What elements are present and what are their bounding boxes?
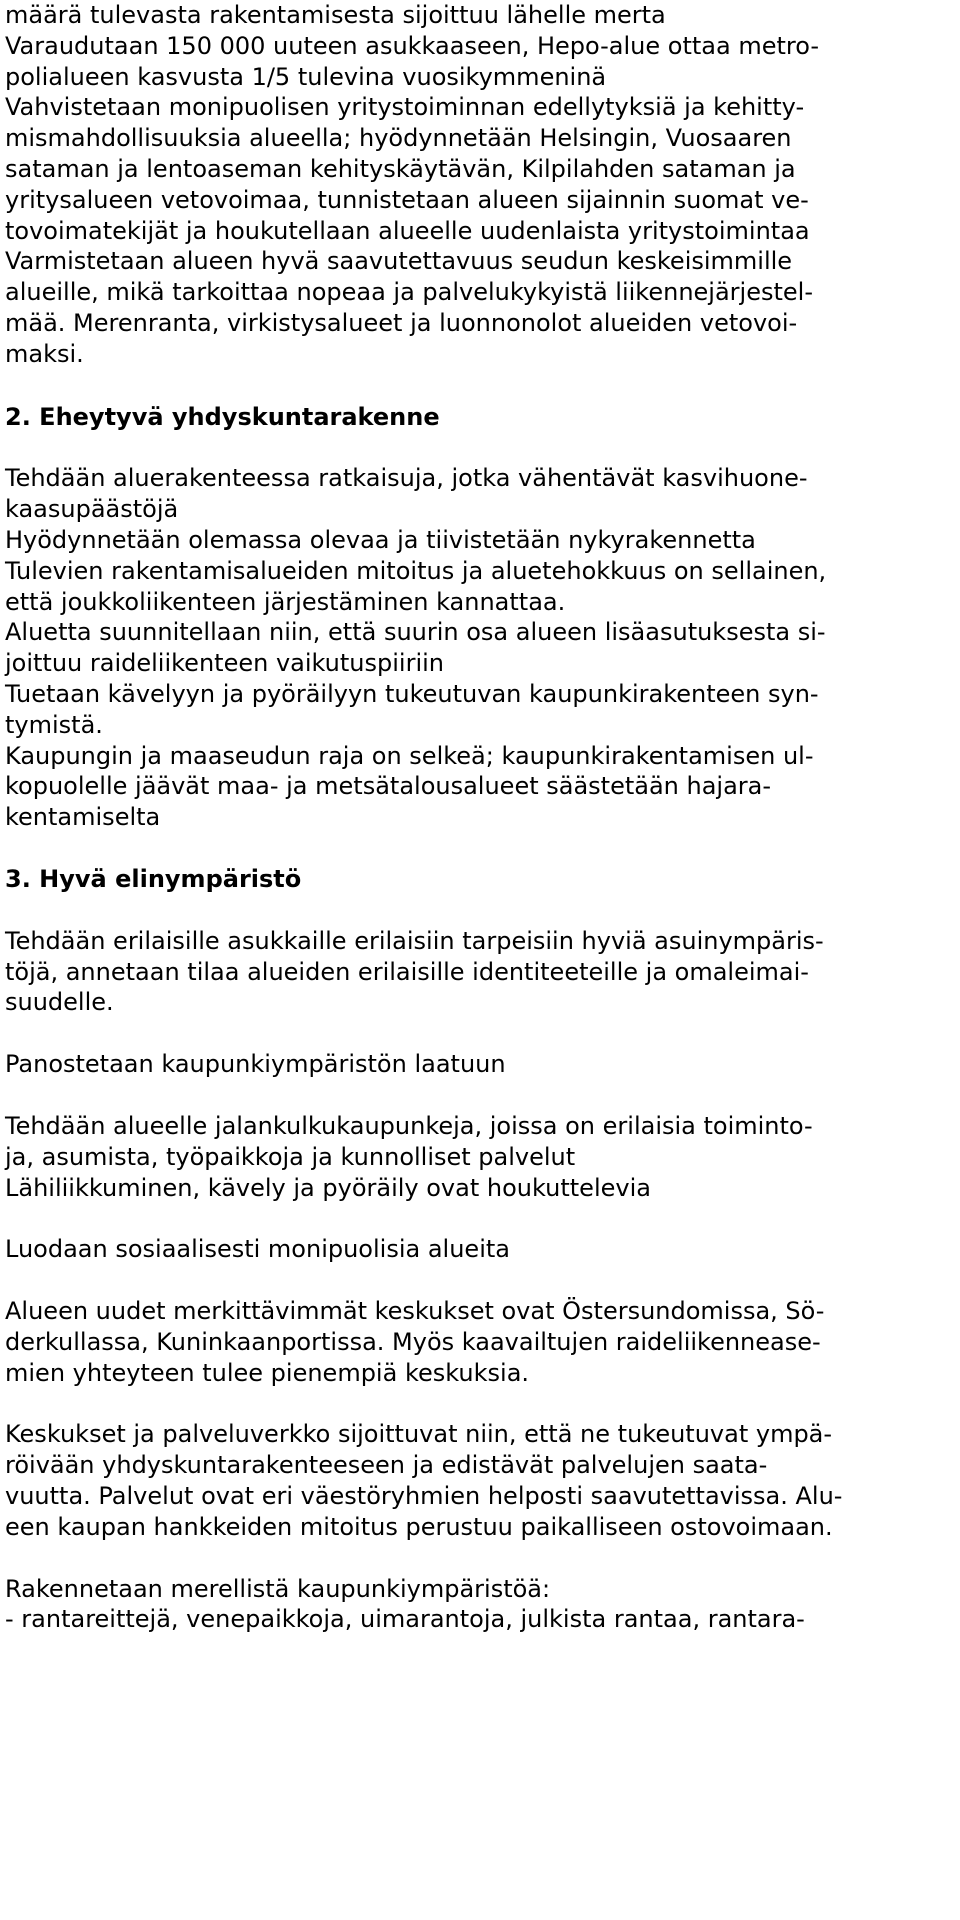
text-line: Tehdään alueelle jalankulkukaupunkeja, joissa on erilaisia toiminto- [5, 1111, 813, 1140]
text-line: ja, asumista, työpaikkoja ja kunnolliset palvelut [5, 1142, 576, 1171]
text-line: kaasupäästöjä [5, 495, 179, 524]
text-line: kentamiselta [5, 803, 161, 832]
paragraph [5, 1419, 955, 1542]
subheading: Luodaan sosiaalisesti monipuolisia alueita [5, 1235, 510, 1264]
document-page [5, 0, 955, 1635]
text-line: Rakennetaan merellistä kaupunkiympäristöä: [5, 1574, 551, 1603]
spacer [5, 1018, 955, 1049]
text-line: määrä tulevasta rakentamisesta sijoittuu lähelle merta [5, 1, 666, 29]
text-line: Aluetta suunnitellaan niin, että suurin osa alueen lisäasutuksesta si- [5, 618, 826, 647]
section-2 [5, 402, 955, 833]
text-line: Alueen uudet merkittävimmät keskukset ovat Östersundomissa, Sö- [5, 1297, 825, 1326]
spacer [5, 1543, 955, 1574]
text-line: mismahdollisuuksia alueella; hyödynnetään Helsingin, Vuosaaren [5, 124, 792, 153]
text-line: derkullassa, Kuninkaanportissa. Myös kaavailtujen raideliikennease- [5, 1327, 821, 1356]
paragraph [5, 1111, 955, 1203]
text-line: Tehdään erilaisille asukkaille erilaisiin tarpeisiin hyviä asuinympäris- [5, 926, 824, 955]
text-line: töjä, annetaan tilaa alueiden erilaisille identiteeteille ja omaleimai- [5, 957, 809, 986]
text-line: kopuolelle jäävät maa- ja metsätalousalueet säästetään hajara- [5, 772, 772, 801]
text-line: joittuu raideliikenteen vaikutuspiiriin [5, 649, 444, 678]
text-line: maksi. [5, 339, 84, 368]
section-heading: 3. Hyvä elinympäristö [5, 864, 302, 893]
text-line: Lähiliikkuminen, kävely ja pyöräily ovat houkuttelevia [5, 1173, 651, 1202]
text-line: että joukkoliikenteen järjestäminen kannattaa. [5, 587, 566, 616]
paragraph [5, 926, 955, 1018]
text-line: Varaudutaan 150 000 uuteen asukkaaseen, Hepo-alue ottaa metro- [5, 31, 819, 60]
text-line: Hyödynnetään olemassa olevaa ja tiivistetään nykyrakennetta [5, 525, 756, 554]
spacer [5, 370, 955, 402]
spacer [5, 1388, 955, 1419]
text-line: een kaupan hankkeiden mitoitus perustuu paikalliseen ostovoimaan. [5, 1512, 833, 1541]
text-line: mää. Merenranta, virkistysalueet ja luonnonolot alueiden vetovoi- [5, 308, 798, 337]
section-3 [5, 864, 955, 1635]
text-line: sataman ja lentoaseman kehityskäytävän, Kilpilahden sataman ja [5, 154, 796, 183]
text-line: vuutta. Palvelut ovat eri väestöryhmien helposti saavutettavissa. Alu- [5, 1482, 843, 1511]
spacer [5, 895, 955, 926]
intro-paragraph [5, 0, 955, 370]
text-line: Kaupungin ja maaseudun raja on selkeä; kaupunkirakentamisen ul- [5, 741, 814, 770]
text-line: alueille, mikä tarkoittaa nopeaa ja palvelukykyistä liikennejärjestel- [5, 278, 813, 307]
text-line: Vahvistetaan monipuolisen yritystoiminnan edellytyksiä ja kehitty- [5, 93, 805, 122]
paragraph [5, 1296, 955, 1388]
spacer [5, 833, 955, 864]
spacer [5, 1265, 955, 1296]
text-line: Varmistetaan alueen hyvä saavutettavuus seudun keskeisimmille [5, 247, 793, 276]
spacer [5, 432, 955, 463]
section-heading: 2. Eheytyvä yhdyskuntarakenne [5, 402, 440, 431]
subheading: Panostetaan kaupunkiympäristön laatuun [5, 1050, 506, 1079]
text-line: Tuetaan kävelyyn ja pyöräilyyn tukeutuvan kaupunkirakenteen syn- [5, 679, 819, 708]
text-line: Tulevien rakentamisalueiden mitoitus ja aluetehokkuus on sellainen, [5, 556, 827, 585]
text-line: tymistä. [5, 710, 103, 739]
spacer [5, 1203, 955, 1234]
text-line: röivään yhdyskuntarakenteeseen ja edistävät palvelujen saata- [5, 1451, 768, 1480]
spacer [5, 1080, 955, 1111]
text-line: Tehdään aluerakenteessa ratkaisuja, jotka vähentävät kasvihuone- [5, 464, 808, 493]
text-line: - rantareittejä, venepaikkoja, uimarantoja, julkista rantaa, rantara- [5, 1605, 805, 1634]
paragraph [5, 1574, 955, 1636]
text-line: suudelle. [5, 988, 114, 1017]
text-line: mien yhteyteen tulee pienempiä keskuksia. [5, 1358, 530, 1387]
text-line: polialueen kasvusta 1/5 tulevina vuosikymmeninä [5, 62, 607, 91]
text-line: yritysalueen vetovoimaa, tunnistetaan alueen sijainnin suomat ve- [5, 185, 809, 214]
text-line: Keskukset ja palveluverkko sijoittuvat niin, että ne tukeutuvat ympä- [5, 1420, 833, 1449]
text-line: tovoimatekijät ja houkutellaan alueelle uudenlaista yritystoimintaa [5, 216, 810, 245]
